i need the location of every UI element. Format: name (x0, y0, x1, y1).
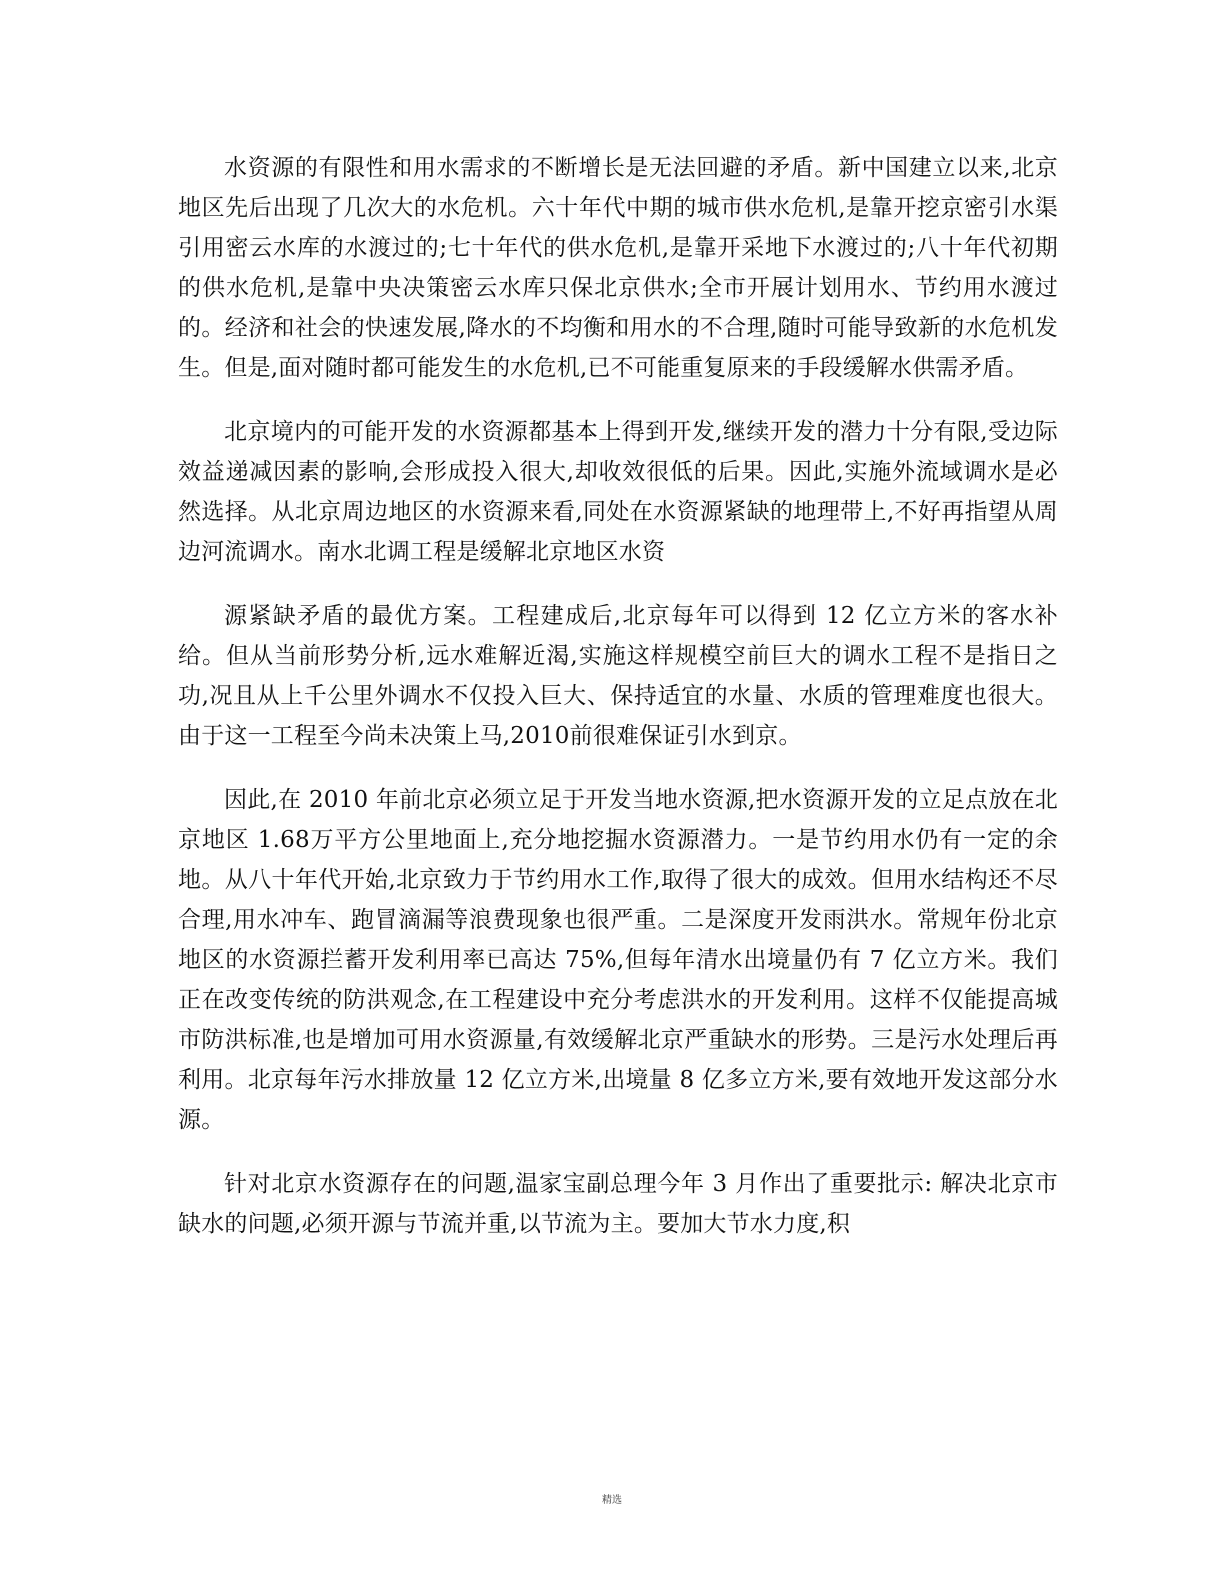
paragraph-water-crisis-history: 水资源的有限性和用水需求的不断增长是无法回避的矛盾。新中国建立以来,北京地区先后出现了几次大的水危机。六十年代中期的城市供水危机,是靠开挖京密引水渠引用密云水库的水渡过的;七十年代的供水危机,是靠开采地下水渡过的;八十年代初期的供水危机,是靠中央决策密云水库只保北京供水;全市开展计划用水、节约用水渡过的。经济和社会的快速发展,降水的不均衡和用水的不合理,随时可能导致新的水危机发生。但是,面对随时都可能发生的水危机,已不可能重复原来的手段缓解水供需矛盾。 (178, 155, 1058, 381)
document-body (178, 148, 1058, 1244)
page-footer: 精选 (602, 1495, 622, 1506)
paragraph-south-north-diversion: 源紧缺矛盾的最优方案。工程建成后,北京每年可以得到 12 亿立方米的客水补给。但从当前形势分析,远水难解近渴,实施这样规模空前巨大的调水工程不是指日之功,况且从上千公里外调水不仅投入巨大、保持适宜的水量、水质的管理难度也很大。由于这一工程至今尚未决策上马,2010前很难保证引水到京。 (178, 603, 1058, 749)
paragraph-premier-instruction: 针对北京水资源存在的问题,温家宝副总理今年 3 月作出了重要批示: 解决北京市缺水的问题,必须开源与节流并重,以节流为主。要加大节水力度,积 (178, 1171, 1058, 1237)
paragraph-local-resource-measures: 因此,在 2010 年前北京必须立足于开发当地水资源,把水资源开发的立足点放在北京地区 1.68万平方公里地面上,充分地挖掘水资源潜力。一是节约用水仍有一定的余地。从八十年代开始,北京致力于节约用水工作,取得了很大的成效。但用水结构还不尽合理,用水冲车、跑冒滴漏等浪费现象也很严重。二是深度开发雨洪水。常规年份北京地区的水资源拦蓄开发利用率已高达 75%,但每年清水出境量仍有 7 亿立方米。我们正在改变传统的防洪观念,在工程建设中充分考虑洪水的开发利用。这样不仅能提高城市防洪标准,也是增加可用水资源量,有效缓解北京严重缺水的形势。三是污水处理后再利用。北京每年污水排放量 12 亿立方米,出境量 8 亿多立方米,要有效地开发这部分水源。 (178, 787, 1058, 1133)
paragraph-local-development-limits: 北京境内的可能开发的水资源都基本上得到开发,继续开发的潜力十分有限,受边际效益递减因素的影响,会形成投入很大,却收效很低的后果。因此,实施外流域调水是必然选择。从北京周边地区的水资源来看,同处在水资源紧缺的地理带上,不好再指望从周边河流调水。南水北调工程是缓解北京地区水资 (178, 419, 1058, 565)
